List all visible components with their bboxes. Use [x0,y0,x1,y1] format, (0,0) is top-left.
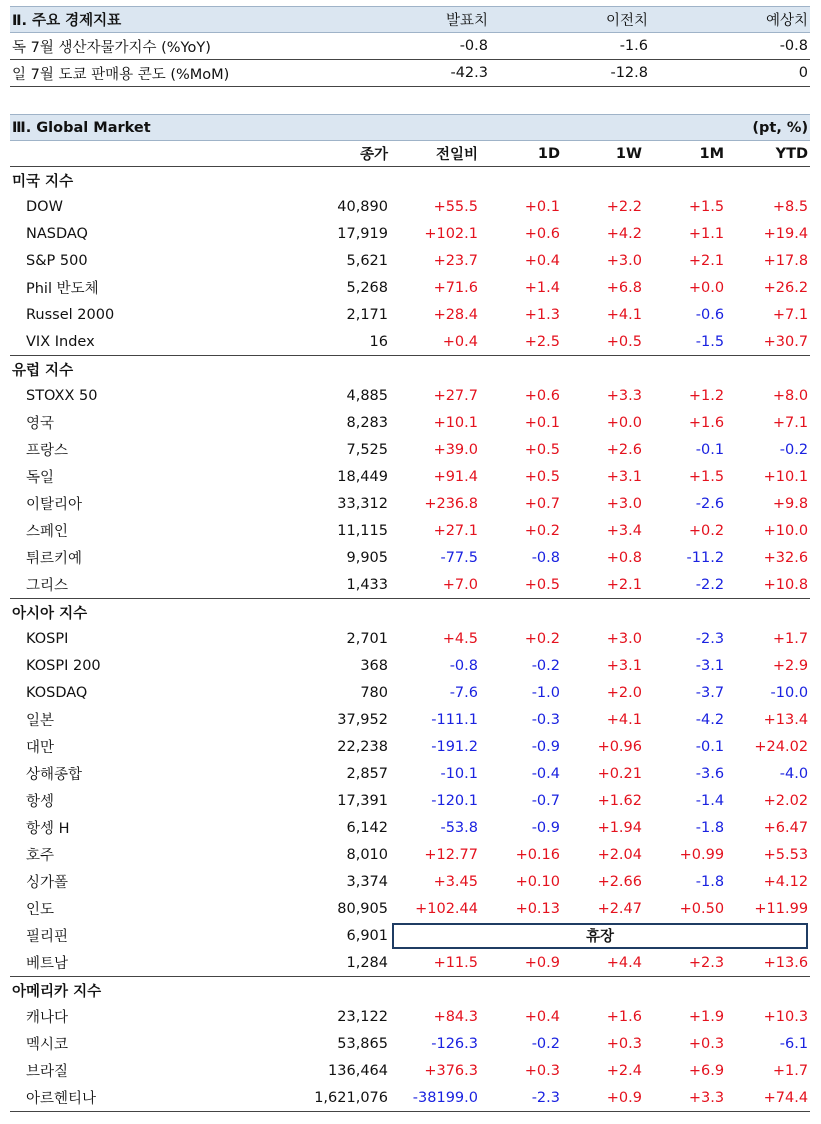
index-1d: -0.9 [531,738,560,755]
index-change: -10.1 [440,765,478,782]
index-row [10,625,810,652]
index-ytd: -10.0 [770,684,809,701]
index-name: 브라질 [26,1064,69,1080]
index-1w: +3.0 [606,630,642,647]
index-1w: +6.8 [606,279,642,296]
index-1w: +2.6 [606,441,642,458]
index-1d: +0.3 [524,1062,560,1079]
index-change: +91.4 [433,468,478,485]
index-name: DOW [26,198,63,215]
index-1m: -11.2 [686,549,725,566]
index-1w: +0.9 [562,1084,644,1112]
index-ytd: +4.12 [763,873,809,890]
index-1d: +0.6 [524,387,560,404]
index-name: STOXX 50 [26,387,98,404]
market-header-spacer [10,141,300,167]
index-1d: -0.3 [531,711,560,728]
index-row [10,652,810,679]
index-1m: +1.1 [688,225,725,242]
index-1w: +0.96 [597,738,642,755]
market-title-row [10,115,810,141]
index-1w: +2.0 [606,684,642,701]
global-market-table [10,114,810,1112]
index-change: +4.5 [442,630,478,647]
index-row [10,1030,810,1057]
index-change: -191.2 [431,738,478,755]
index-name: 영국 [26,416,55,432]
index-1m: -2.3 [695,630,725,647]
index-1w: +1.94 [597,819,642,836]
index-name: 상해종합 [26,767,83,783]
index-1m: -4.2 [695,711,725,728]
index-name: 아르헨티나 [10,1084,300,1112]
index-1m: -1.5 [695,333,725,350]
index-close: 80,905 [337,900,388,917]
market-unit: (pt, %) [726,115,810,141]
index-close: 3,374 [346,873,388,890]
index-change: -38199.0 [390,1084,480,1112]
econ-header-row [10,7,810,33]
index-close: 1,621,076 [300,1084,390,1112]
index-ytd: +10.8 [763,576,809,593]
header-close: 종가 [300,141,390,167]
index-name: S&P 500 [26,252,88,269]
index-1d: +0.4 [524,252,560,269]
index-1w: +2.04 [597,846,642,863]
index-ytd: +6.47 [763,819,809,836]
index-name: VIX Index [26,333,95,350]
index-change: -7.6 [449,684,478,701]
index-1m: +1.2 [688,387,725,404]
index-1w: +2.2 [606,198,642,215]
index-name: KOSDAQ [26,684,88,701]
econ-row-forecast: 0 [650,60,810,87]
index-change: +71.6 [433,279,478,296]
index-row [10,274,810,301]
econ-row-previous: -1.6 [490,33,650,60]
index-1m: +6.9 [688,1062,725,1079]
index-row [10,1084,810,1112]
index-change: +11.5 [433,954,478,971]
index-1m: -0.1 [695,738,725,755]
econ-row-actual: -42.3 [340,60,490,87]
index-name: 그리스 [26,578,69,594]
header-1w: 1W [562,141,644,167]
econ-header-forecast: 예상치 [650,7,810,33]
index-change: +55.5 [433,198,478,215]
index-1m: -0.1 [695,441,725,458]
index-name: 스페인 [26,524,69,540]
index-row [10,760,810,787]
index-ytd: +74.4 [726,1084,810,1112]
index-ytd: +5.53 [763,846,809,863]
index-1m: -0.6 [695,306,725,323]
index-close: 5,268 [346,279,388,296]
index-1d: +0.5 [524,576,560,593]
market-section-header [10,599,810,626]
index-name: 필리핀 [26,929,69,945]
header-ytd: YTD [726,141,810,167]
index-1d: +0.9 [524,954,560,971]
index-close: 17,391 [337,792,388,809]
index-close: 11,115 [337,522,388,539]
econ-row-actual: -0.8 [340,33,490,60]
econ-row-previous: -12.8 [490,60,650,87]
index-1w: +0.21 [597,765,642,782]
index-name: 항셍 H [26,821,70,837]
index-1m: +0.3 [688,1035,725,1052]
market-column-header-row [10,141,810,167]
index-close: 18,449 [337,468,388,485]
index-1d: -0.7 [531,792,560,809]
index-1m: +0.2 [688,522,725,539]
econ-row-name: 일 7월 도쿄 판매용 콘도 (%MoM) [10,60,340,87]
index-change: +0.4 [442,333,478,350]
index-close: 37,952 [337,711,388,728]
index-close: 1,433 [346,576,388,593]
holiday-label: 휴장 [392,923,808,949]
index-close: 1,284 [346,954,388,971]
index-change: +39.0 [433,441,478,458]
index-name: Russel 2000 [26,306,115,323]
index-1m: +2.3 [688,954,725,971]
index-1d: -0.2 [531,1035,560,1052]
index-close: 23,122 [337,1008,388,1025]
index-1w: +3.1 [606,657,642,674]
econ-row [10,60,810,87]
index-change: +376.3 [424,1062,478,1079]
index-ytd: +13.6 [763,954,809,971]
index-name: Phil 반도체 [26,281,99,297]
market-title: Ⅲ. Global Market [10,115,726,141]
econ-title: Ⅱ. 주요 경제지표 [10,7,340,33]
index-1w: +2.66 [597,873,642,890]
index-ytd: +7.1 [772,414,809,431]
index-1d: +0.10 [515,873,560,890]
index-1d: -0.8 [531,549,560,566]
index-row [10,544,810,571]
index-change: +102.1 [424,225,478,242]
index-ytd: +13.4 [763,711,809,728]
econ-header-previous: 이전치 [490,7,650,33]
index-change: +3.45 [433,873,478,890]
index-ytd: +26.2 [763,279,809,296]
index-close: 33,312 [337,495,388,512]
index-1m: +2.1 [688,252,725,269]
index-1m: -1.8 [695,819,725,836]
index-close: 7,525 [346,441,388,458]
index-1d: -1.0 [531,684,560,701]
index-ytd: +1.7 [772,1062,809,1079]
index-1d: +0.1 [524,198,560,215]
index-close: 8,010 [346,846,388,863]
index-row [10,922,810,949]
index-1d: -2.3 [480,1084,562,1112]
index-close: 5,621 [346,252,388,269]
index-close: 368 [360,657,388,674]
index-change: +236.8 [424,495,478,512]
index-change: +102.44 [415,900,478,917]
index-change: +84.3 [433,1008,478,1025]
index-close: 9,905 [346,549,388,566]
econ-row [10,33,810,60]
market-section-header [10,977,810,1004]
index-row [10,463,810,490]
index-1d: +0.5 [524,441,560,458]
index-row [10,247,810,274]
index-row [10,328,810,356]
index-close: 40,890 [337,198,388,215]
index-row [10,733,810,760]
index-change: +12.77 [424,846,478,863]
index-name: 대만 [26,740,55,756]
index-name: 튀르키예 [26,551,83,567]
index-name: NASDAQ [26,225,88,242]
index-ytd: +32.6 [763,549,809,566]
index-1w: +2.4 [606,1062,642,1079]
index-change: +23.7 [433,252,478,269]
index-name: 이탈리아 [26,497,83,513]
index-row [10,517,810,544]
econ-indicator-table [10,6,810,87]
index-close: 6,901 [346,927,388,944]
index-change: -111.1 [431,711,478,728]
index-ytd: +10.3 [763,1008,809,1025]
index-1w: +4.1 [606,306,642,323]
index-1w: +3.4 [606,522,642,539]
index-1m: -3.1 [695,657,725,674]
index-ytd: +10.1 [763,468,809,485]
index-row [10,409,810,436]
index-change: +27.7 [433,387,478,404]
index-1m: +0.99 [679,846,725,863]
index-row [10,436,810,463]
index-1w: +3.0 [606,495,642,512]
index-ytd: +2.9 [772,657,809,674]
index-ytd: +11.99 [754,900,809,917]
index-1d: +2.5 [524,333,560,350]
index-ytd: +17.8 [763,252,809,269]
index-1w: +4.4 [606,954,642,971]
index-change: -0.8 [449,657,478,674]
index-row [10,220,810,247]
market-section-header [10,356,810,383]
index-row [10,868,810,895]
index-1m: +1.9 [688,1008,725,1025]
index-ytd: +8.5 [772,198,809,215]
econ-row-name: 독 7월 생산자물가지수 (%YoY) [10,33,340,60]
index-1d: +0.2 [524,522,560,539]
index-1m: +3.3 [644,1084,726,1112]
index-1m: +1.6 [688,414,725,431]
index-1w: +1.6 [606,1008,642,1025]
index-1w: +2.1 [606,576,642,593]
index-change: +7.0 [442,576,478,593]
index-1d: +0.7 [524,495,560,512]
index-1d: -0.4 [531,765,560,782]
index-name: 프랑스 [26,443,69,459]
index-ytd: +1.7 [772,630,809,647]
index-close: 2,857 [346,765,388,782]
index-row [10,1003,810,1030]
index-1m: +0.50 [679,900,725,917]
section-title: 유럽 지수 [10,356,810,383]
econ-header-actual: 발표치 [340,7,490,33]
index-1w: +0.3 [606,1035,642,1052]
index-1w: +4.2 [606,225,642,242]
index-row [10,895,810,922]
index-row [10,193,810,220]
index-1d: +0.4 [524,1008,560,1025]
index-change: -126.3 [431,1035,478,1052]
index-1d: -0.9 [531,819,560,836]
index-row [10,679,810,706]
index-name: 싱가폴 [26,875,69,891]
index-ytd: +2.02 [763,792,809,809]
index-1d: +1.3 [524,306,560,323]
section-title: 아시아 지수 [10,599,810,626]
index-close: 4,885 [346,387,388,404]
market-section-header [10,167,810,194]
index-ytd: +30.7 [763,333,809,350]
index-ytd: +9.8 [772,495,809,512]
index-close: 2,701 [346,630,388,647]
index-1w: +3.1 [606,468,642,485]
index-close: 8,283 [346,414,388,431]
index-1w: +0.0 [606,414,642,431]
index-ytd: +8.0 [772,387,809,404]
index-1m: +1.5 [688,198,725,215]
header-change: 전일비 [390,141,480,167]
index-name: 일본 [26,713,55,729]
section-title: 미국 지수 [10,167,810,194]
index-name: 독일 [26,470,55,486]
index-change: +10.1 [433,414,478,431]
index-ytd: -4.0 [779,765,809,782]
index-1m: -3.6 [695,765,725,782]
index-close: 780 [360,684,388,701]
index-name: 베트남 [26,956,69,972]
index-1w: +1.62 [597,792,642,809]
index-1w: +4.1 [606,711,642,728]
index-row [10,841,810,868]
index-row [10,301,810,328]
index-name: 멕시코 [26,1037,69,1053]
index-1d: +0.6 [524,225,560,242]
index-row [10,787,810,814]
index-1w: +0.5 [606,333,642,350]
index-close: 16 [369,333,388,350]
econ-row-forecast: -0.8 [650,33,810,60]
index-row [10,490,810,517]
index-ytd: -0.2 [779,441,809,458]
index-change: +28.4 [433,306,478,323]
index-1d: +0.5 [524,468,560,485]
index-change: -53.8 [440,819,478,836]
index-close: 53,865 [337,1035,388,1052]
header-1m: 1M [644,141,726,167]
index-1d: -0.2 [531,657,560,674]
index-close: 6,142 [346,819,388,836]
index-name: KOSPI [26,630,69,647]
index-1m: +0.0 [688,279,725,296]
index-1m: -3.7 [695,684,725,701]
index-row [10,814,810,841]
index-close: 136,464 [328,1062,388,1079]
index-row [10,949,810,977]
index-row [10,1057,810,1084]
index-1d: +0.2 [524,630,560,647]
index-1m: +1.5 [688,468,725,485]
index-row [10,706,810,733]
index-1d: +0.1 [524,414,560,431]
index-ytd: +10.0 [763,522,809,539]
index-1m: -1.8 [695,873,725,890]
index-ytd: -6.1 [779,1035,809,1052]
index-1w: +3.0 [606,252,642,269]
index-1d: +0.16 [515,846,560,863]
index-name: 항셍 [26,794,55,810]
index-row [10,571,810,599]
index-close: 17,919 [337,225,388,242]
holiday-cell [390,922,810,949]
index-close: 22,238 [337,738,388,755]
index-change: +27.1 [433,522,478,539]
index-1d: +0.13 [515,900,560,917]
index-1w: +2.47 [597,900,642,917]
index-row [10,382,810,409]
index-1m: -2.6 [695,495,725,512]
header-1d: 1D [480,141,562,167]
index-name: 호주 [26,848,55,864]
index-name: 인도 [26,902,55,918]
index-ytd: +19.4 [763,225,809,242]
index-name: 캐나다 [26,1010,69,1026]
section-title: 아메리카 지수 [10,977,810,1004]
index-ytd: +24.02 [754,738,809,755]
index-change: -120.1 [431,792,478,809]
index-close: 2,171 [346,306,388,323]
index-name: KOSPI 200 [26,657,101,674]
index-1m: -2.2 [695,576,725,593]
index-change: -77.5 [440,549,478,566]
index-1w: +0.8 [606,549,642,566]
index-1d: +1.4 [524,279,560,296]
index-1m: -1.4 [695,792,725,809]
index-ytd: +7.1 [772,306,809,323]
index-1w: +3.3 [606,387,642,404]
